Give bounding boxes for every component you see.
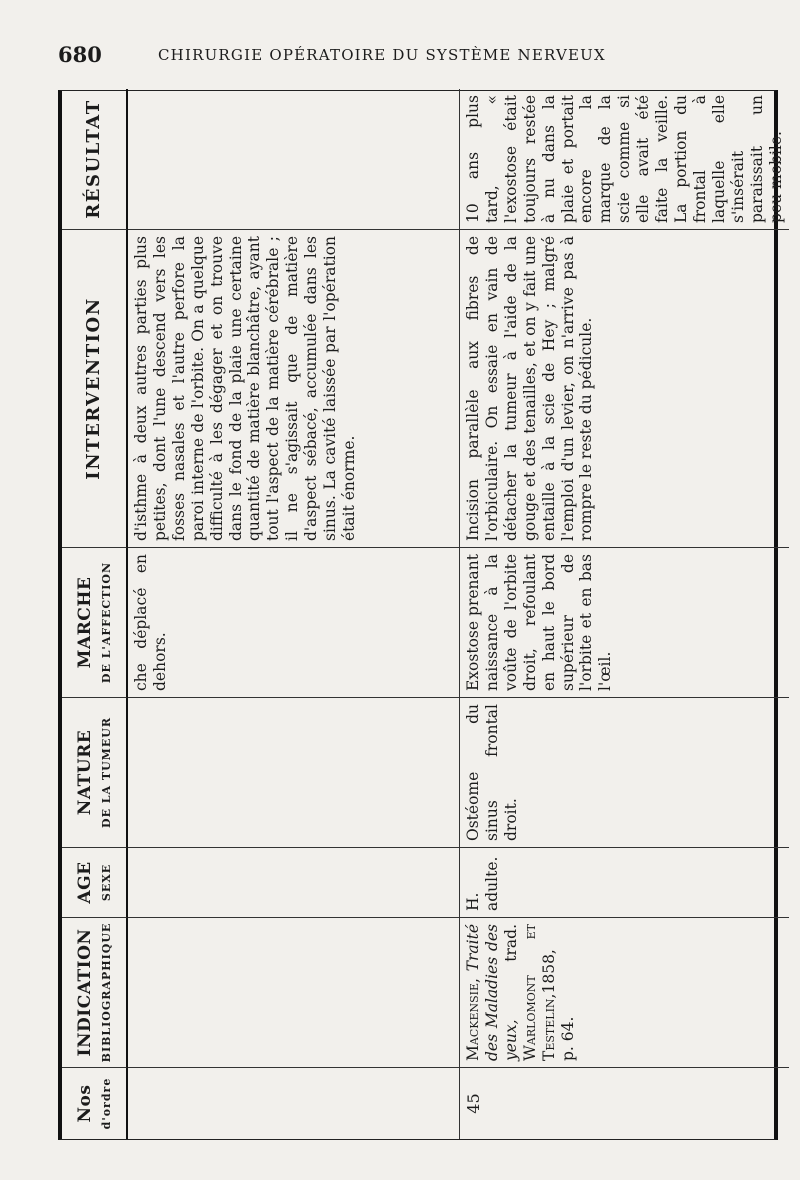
row2-num: 45 (460, 1067, 789, 1139)
col-header-intervention (62, 229, 128, 547)
col-header-marche-line1: MARCHE (75, 576, 96, 669)
col-header-age (62, 847, 128, 917)
row1-nature (128, 697, 460, 847)
page-number: 680 (58, 42, 102, 67)
col-header-biblio-line2: BIBLIOGRAPHIQUE (99, 922, 113, 1063)
col-header-resultat (62, 89, 128, 229)
row1-age (128, 847, 460, 917)
row1-marche: che déplacé en dehors. (128, 547, 460, 697)
col-header-num-line1: Nos (75, 1084, 96, 1123)
row2-intervention: Incision parallèle aux fibres de l'orbiculaire. On essaie en vain de détacher la tumeur à l'aide de la gouge et des tenailles, et on y fait une entaille à la scie de Hey ; malgré l'emploi d'un levier, on n'arrive pas à rompre le reste du pédicule. (460, 229, 789, 547)
col-header-biblio (62, 917, 128, 1067)
row1-resultat (128, 89, 460, 229)
row2-biblio-title: Traité des Maladies des yeux, (464, 924, 520, 1061)
row2-biblio-author: Mackensie, (464, 978, 482, 1061)
row2-biblio-page: p. 64. (558, 1016, 577, 1061)
col-header-nature (62, 697, 128, 847)
col-header-nature-line1: NATURE (75, 729, 96, 816)
col-header-age-line1: AGE (75, 861, 96, 904)
row2-resultat: 10 ans plus tard, « l'exostose était toujours restée à nu dans la plaie et portait encore la marque de la scie comme si elle avait été faite la veille. La portion du frontal à laquelle elle s'insérait paraissait un peu mobile. (464, 95, 785, 223)
row2-nature: Ostéome du sinus frontal droit. (460, 697, 789, 847)
col-header-marche (62, 547, 128, 697)
row1-biblio (128, 917, 460, 1067)
col-header-num-line2: d'ordre (99, 1077, 113, 1130)
page-header (0, 36, 800, 76)
row1-intervention: d'isthme à deux autres parties plus petites, dont l'une descend vers les fosses nasales et l'autre perfore la paroi interne de l'orbite. On a quelque difficulté à les dégager et on trouve dans le fond de la plaie une certaine quantité de matière blanchâtre, ayant tout l'aspect de la matière cérébrale ; il ne s'agissait que de matière d'aspect sébacé, accumulée dans les sinus. La cavité laissée par l'opération était énorme. (128, 229, 460, 547)
row1-num (128, 1067, 460, 1139)
row2-biblio-translators: Warlomont et Testelin, (520, 924, 558, 1061)
col-header-resultat-line1: RÉSULTAT (83, 99, 105, 219)
col-header-num (62, 1067, 128, 1139)
col-header-marche-line2: DE L'AFFECTION (99, 561, 113, 684)
col-header-nature-line2: DE LA TUMEUR (99, 717, 113, 828)
row2-age: H. adulte. (460, 847, 789, 917)
row2-biblio-year: 1858, (539, 949, 558, 994)
col-header-biblio-line1: INDICATION (75, 928, 96, 1057)
row2-marche: Exostose prenant naissance à la voûte de l'orbite droit, refoulant en haut le bord supérieur de l'orbite et en bas l'œil. (460, 547, 789, 697)
row2-biblio (460, 917, 789, 1067)
cases-table (58, 90, 785, 1140)
col-header-intervention-line1: INTERVENTION (83, 297, 105, 480)
running-title: CHIRURGIE OPÉRATOIRE DU SYSTÈME NERVEUX (158, 46, 606, 64)
table-wrapper (58, 90, 785, 1140)
row2-biblio-trad: trad. (501, 924, 520, 962)
col-header-age-line2: SEXE (99, 863, 113, 902)
